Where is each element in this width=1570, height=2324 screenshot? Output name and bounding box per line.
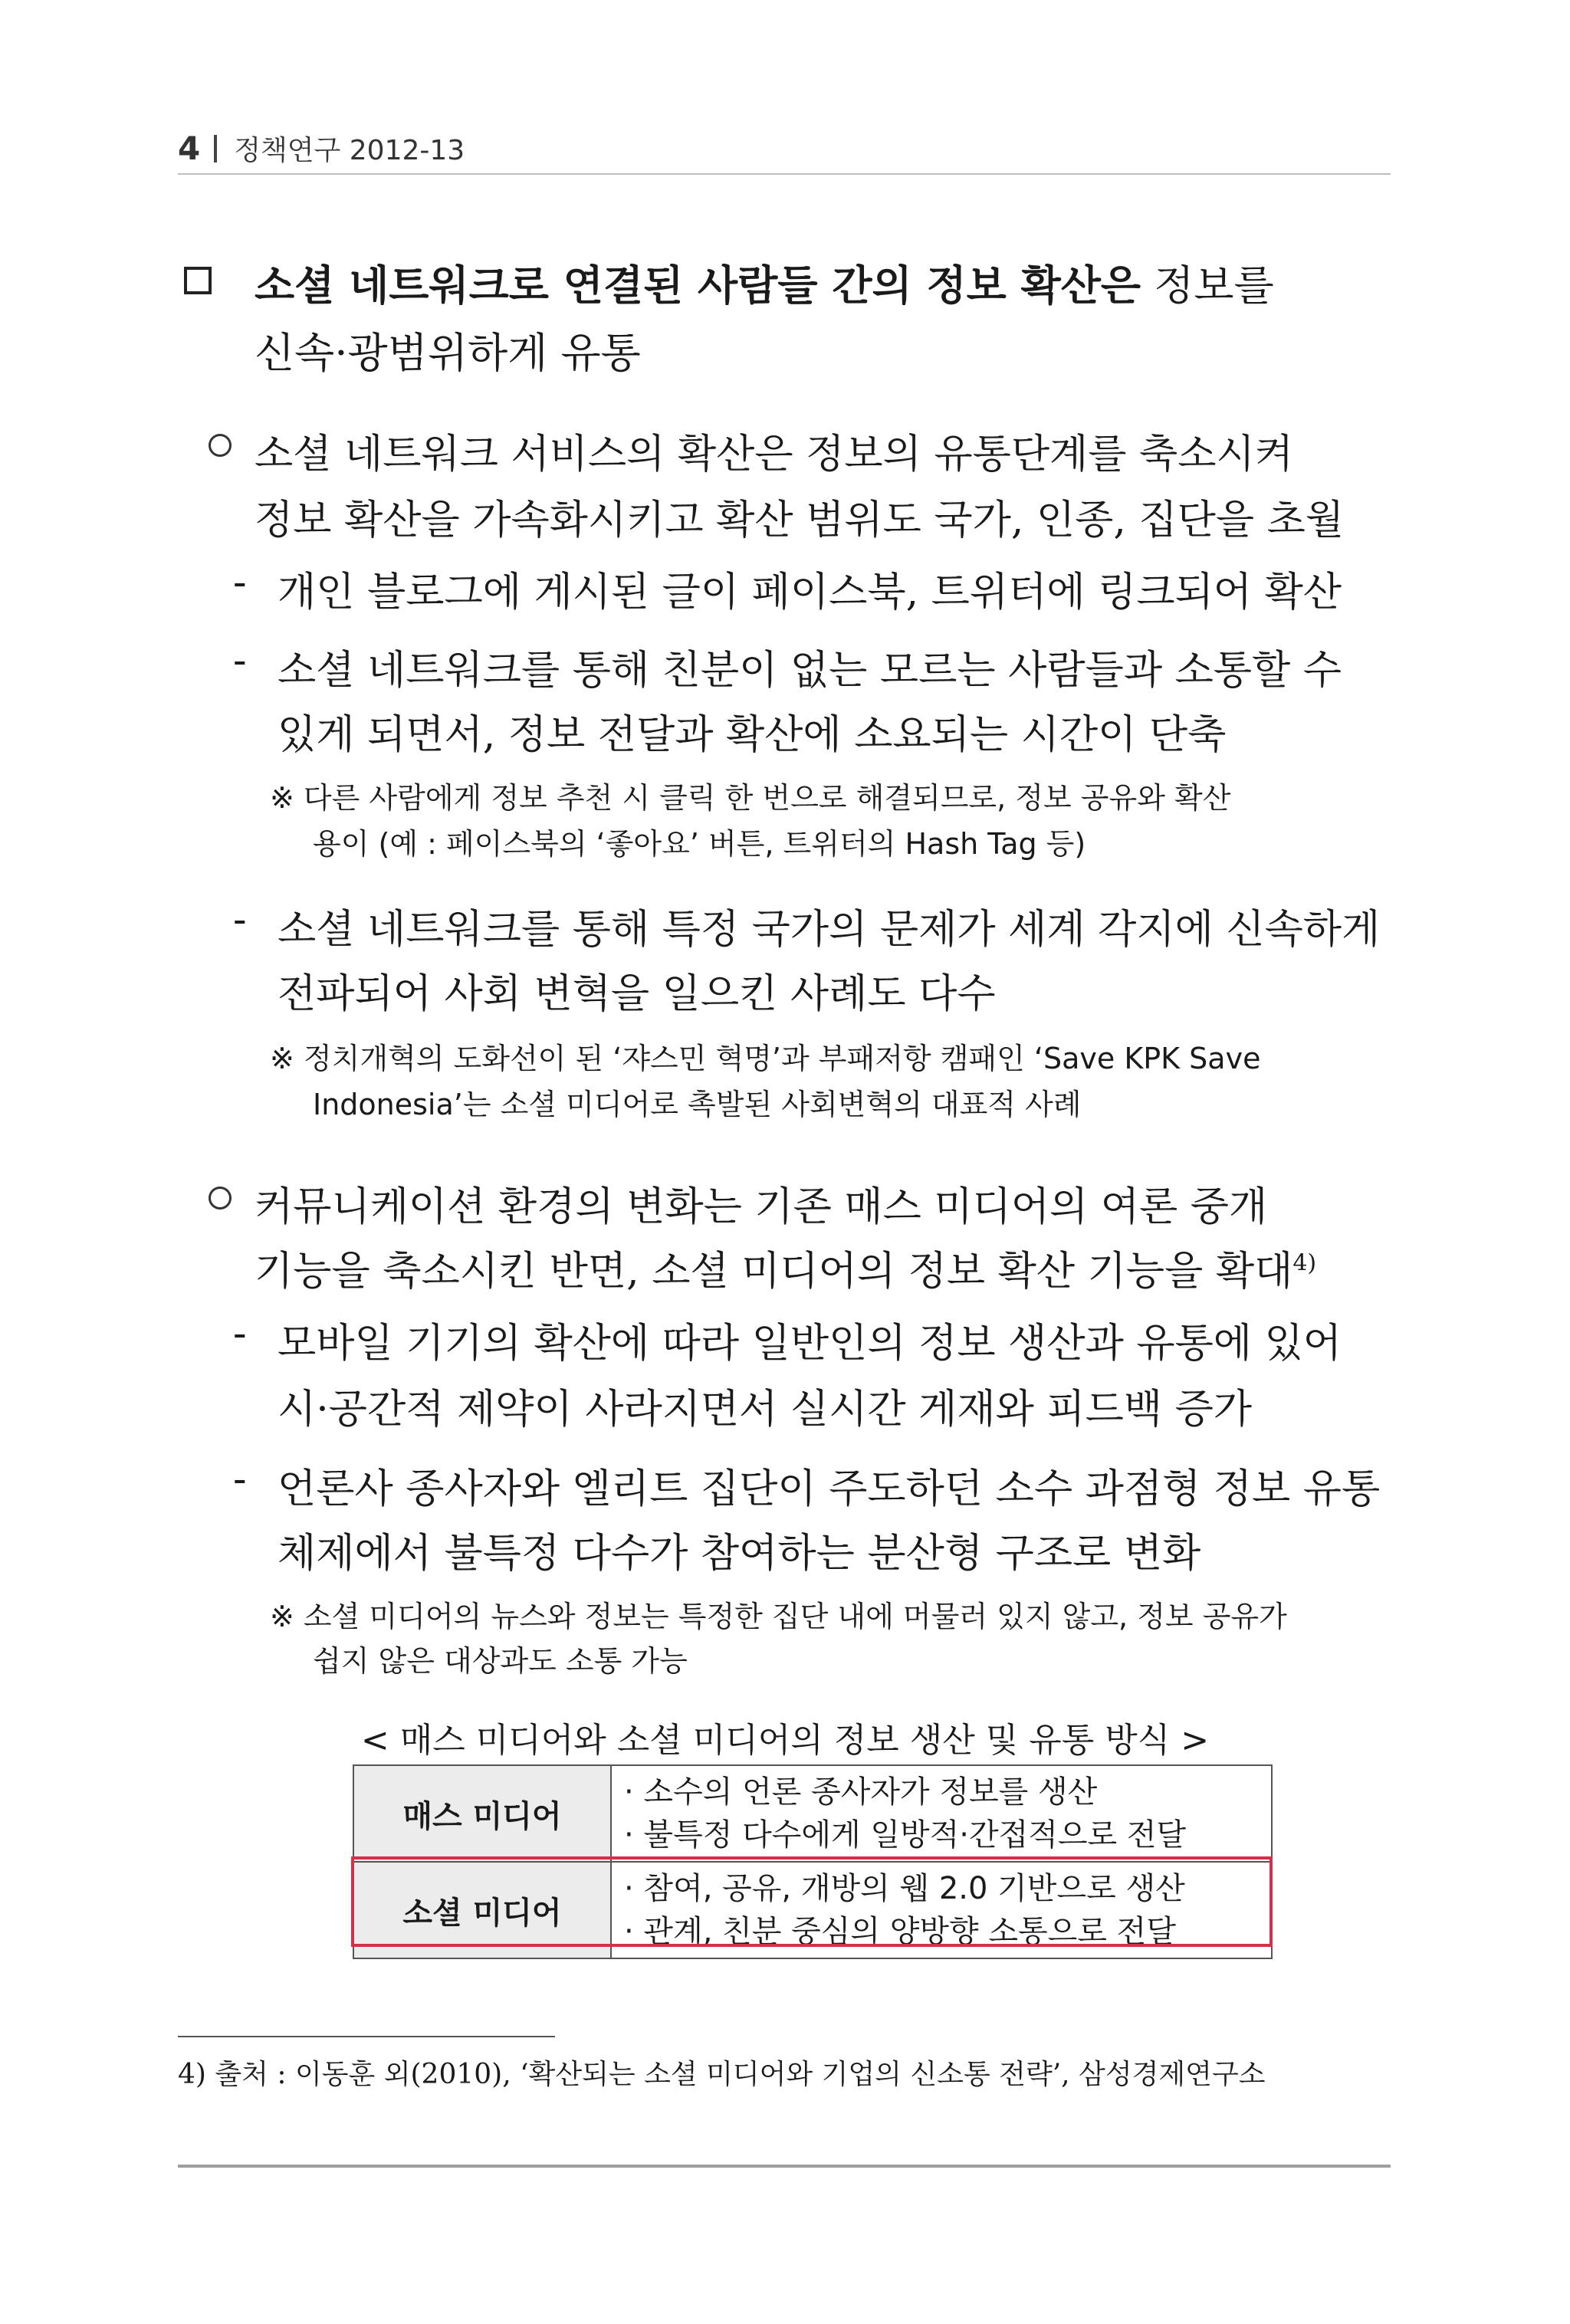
section2-note-line2: 쉽지 않은 대상과도 소통 가능 [313, 1644, 688, 1678]
section1-note1-line1: ※ 다른 사람에게 정보 추천 시 클릭 한 번으로 해결되므로, 정보 공유와 확산 [270, 781, 1231, 815]
header-divider [178, 173, 1391, 175]
footnote-divider [178, 2036, 555, 2037]
section1-sub2-line2: 있게 되면서, 정보 전달과 확산에 소요되는 시간이 단축 [278, 712, 1227, 758]
section-heading-line2: 신속·광범위하게 유통 [255, 329, 641, 377]
row-content-line: · 참여, 공유, 개방의 웹 2.0 기반으로 생산 [624, 1871, 1185, 1906]
section2-sub1-line2: 시·공간적 제약이 사라지면서 실시간 게재와 피드백 증가 [278, 1387, 1253, 1433]
header-separator [214, 135, 217, 162]
row-content-line: · 소수의 언론 종사자가 정보를 생산 [624, 1774, 1098, 1810]
page-number: 4 [178, 130, 201, 167]
page-bottom-rule [178, 2165, 1391, 2168]
comparison-table [353, 1764, 1273, 1959]
section2-sub2-line1: 언론사 종사자와 엘리트 집단이 주도하던 소수 과점형 정보 유통 [278, 1466, 1381, 1512]
dash-bullet: - [233, 1456, 247, 1502]
section1-sub2-line1: 소셜 네트워크를 통해 친분이 없는 모르는 사람들과 소통할 수 [278, 648, 1342, 694]
row-content [611, 1862, 1272, 1958]
dash-bullet: - [233, 638, 247, 684]
section2-note-line1: ※ 소셜 미디어의 뉴스와 정보는 특정한 집단 내에 머물러 있지 않고, 정보 공유가 [270, 1600, 1287, 1633]
footnote-text: 4) 출처 : 이동훈 외(2010), ‘확산되는 소셜 미디어와 기업의 신소통 전략’, 삼성경제연구소 [178, 2059, 1266, 2090]
section1-sub3-line2: 전파되어 사회 변혁을 일으킨 사례도 다수 [278, 971, 996, 1017]
dash-bullet: - [233, 560, 247, 606]
row-label-mass-media: 매스 미디어 [353, 1765, 611, 1862]
page-header [178, 129, 1391, 168]
publication-title: 정책연구 2012-13 [234, 135, 465, 166]
footnote-reference: 4) [1292, 1249, 1317, 1277]
section1-note1-line2: 용이 (예 : 페이스북의 ‘좋아요’ 버튼, 트위터의 Hash Tag 등) [313, 827, 1086, 861]
heading-bold-text: 소셜 네트워크로 연결된 사람들 간의 정보 확산은 [255, 261, 1141, 310]
section1-main-line2: 정보 확산을 가속화시키고 확산 범위도 국가, 인종, 집단을 초월 [255, 497, 1345, 543]
section2-main-line2-text: 기능을 축소시킨 반면, 소셜 미디어의 정보 확산 기능을 확대 [255, 1249, 1293, 1295]
table-row [353, 1765, 1272, 1862]
dash-bullet: - [233, 1311, 247, 1357]
section1-note2-line1: ※ 정치개혁의 도화선이 된 ‘쟈스민 혁명’과 부패저항 캠패인 ‘Save KPK Save [270, 1042, 1261, 1075]
section1-note2-line2: Indonesia’는 소셜 미디어로 촉발된 사회변혁의 대표적 사례 [313, 1088, 1082, 1121]
checkbox-square-icon [184, 267, 212, 294]
section1-sub1: 개인 블로그에 게시된 글이 페이스북, 트위터에 링크되어 확산 [278, 570, 1342, 615]
table-row [353, 1862, 1272, 1958]
row-content-line: · 관계, 친분 중심의 양방향 소통으로 전달 [624, 1914, 1176, 1949]
section1-main-line1: 소셜 네트워크 서비스의 확산은 정보의 유통단계를 축소시켜 [255, 432, 1293, 478]
section2-main-line1: 커뮤니케이션 환경의 변화는 기존 매스 미디어의 여론 중개 [255, 1184, 1268, 1230]
table-caption: < 매스 미디어와 소셜 미디어의 정보 생산 및 유통 방식 > [360, 1721, 1210, 1760]
row-content [611, 1765, 1272, 1862]
circle-bullet-icon [209, 1187, 232, 1210]
dash-bullet: - [233, 897, 247, 943]
section-heading-line1 [255, 253, 1274, 312]
circle-bullet-icon [209, 434, 232, 457]
section2-sub2-line2: 체제에서 불특정 다수가 참여하는 분산형 구조로 변화 [278, 1531, 1201, 1577]
heading-rest-text: 정보를 [1141, 261, 1274, 310]
row-content-line: · 불특정 다수에게 일방적·간접적으로 전달 [624, 1817, 1187, 1853]
section2-sub1-line1: 모바일 기기의 확산에 따라 일반인의 정보 생산과 유통에 있어 [278, 1321, 1342, 1367]
section1-sub3-line1: 소셜 네트워크를 통해 특정 국가의 문제가 세계 각지에 신속하게 [278, 907, 1381, 953]
section2-main-line2 [255, 1239, 1316, 1296]
row-label-social-media: 소셜 미디어 [353, 1862, 611, 1958]
